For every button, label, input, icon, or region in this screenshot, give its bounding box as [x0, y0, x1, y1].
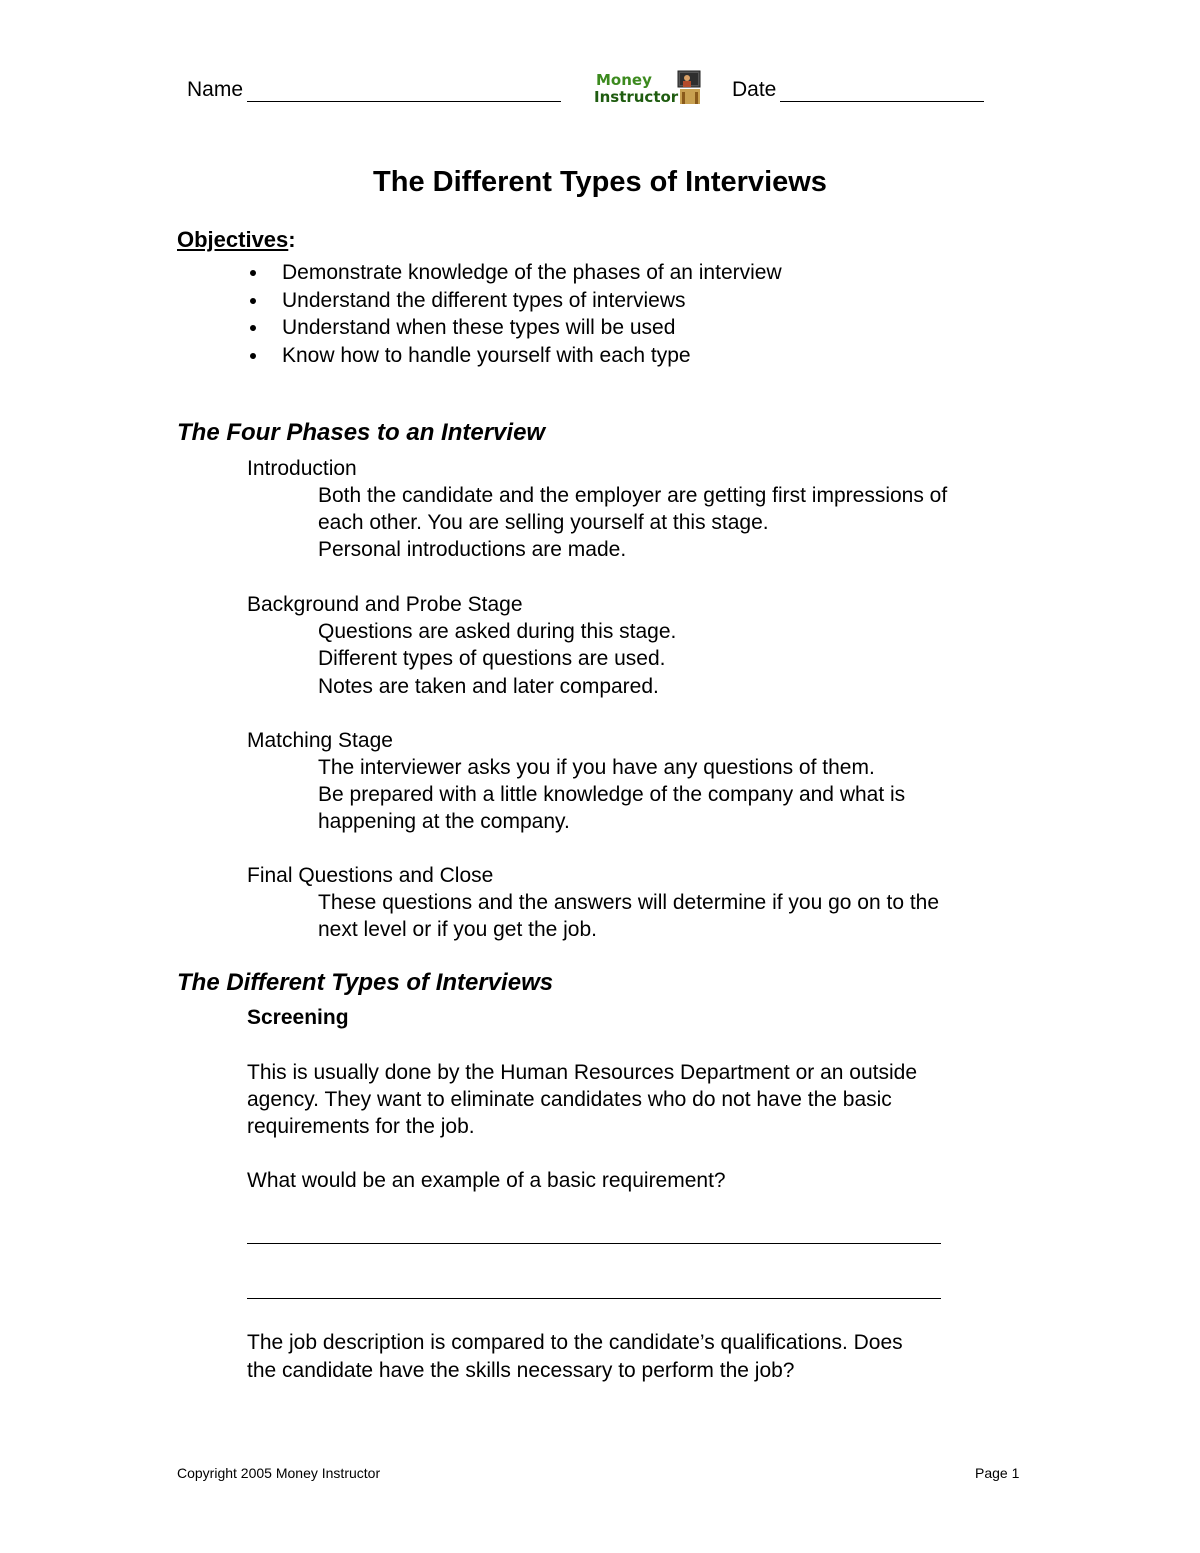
objective-text: Understand when these types will be used — [282, 316, 676, 339]
list-item — [250, 342, 782, 370]
bullet-icon — [250, 270, 256, 276]
phase-text: Be prepared with a little knowledge of the company and what is — [318, 783, 906, 806]
logo-text-instructor: Instructor — [594, 88, 679, 106]
logo-text-money: Money — [596, 71, 652, 89]
date-label: Date — [732, 78, 777, 101]
list-item — [250, 314, 782, 342]
bullet-icon — [250, 325, 256, 331]
screening-text: The job description is compared to the candidate’s qualifications. Does — [247, 1331, 903, 1354]
phase-text: Questions are asked during this stage. — [318, 620, 677, 643]
phase-label-final: Final Questions and Close — [247, 864, 494, 887]
name-field-line — [247, 101, 561, 102]
page-title: The Different Types of Interviews — [373, 166, 827, 198]
phase-text: Notes are taken and later compared. — [318, 675, 659, 698]
screening-text: requirements for the job. — [247, 1115, 475, 1138]
phase-text: Both the candidate and the employer are getting first impressions of — [318, 484, 948, 507]
bullet-icon — [250, 298, 256, 304]
answer-line — [247, 1243, 941, 1244]
bullet-icon — [250, 353, 256, 359]
name-label: Name — [187, 78, 244, 101]
phase-text: These questions and the answers will determine if you go on to the — [318, 891, 940, 914]
phase-text: Different types of questions are used. — [318, 647, 666, 670]
objective-text: Know how to handle yourself with each type — [282, 343, 691, 367]
footer-copyright: Copyright 2005 Money Instructor — [177, 1465, 381, 1481]
teacher-icon — [678, 71, 700, 104]
phase-text: each other. You are selling yourself at this stage. — [318, 511, 769, 534]
phase-text: Personal introductions are made. — [318, 538, 627, 561]
objective-text: Understand the different types of interviews — [282, 288, 686, 312]
screening-text: agency. They want to eliminate candidates who do not have the basic — [247, 1088, 892, 1111]
answer-line — [247, 1298, 941, 1299]
objectives-heading — [177, 227, 296, 253]
phase-text: happening at the company. — [318, 810, 570, 833]
screening-question: What would be an example of a basic requirement? — [247, 1169, 726, 1192]
phase-label-matching: Matching Stage — [247, 729, 393, 752]
phases-heading: The Four Phases to an Interview — [177, 419, 546, 446]
objective-text: Demonstrate knowledge of the phases of an interview — [282, 261, 782, 284]
objectives-list — [250, 259, 782, 369]
objectives-heading-text: Objectives — [177, 227, 289, 252]
types-heading: The Different Types of Interviews — [177, 969, 554, 996]
screening-text: This is usually done by the Human Resources Department or an outside — [247, 1061, 918, 1084]
date-field-line — [780, 101, 984, 102]
screening-label: Screening — [247, 1006, 349, 1029]
list-item — [250, 259, 782, 287]
list-item — [250, 287, 782, 315]
phase-label-background: Background and Probe Stage — [247, 593, 523, 616]
phase-text: next level or if you get the job. — [318, 918, 597, 941]
objectives-heading-colon: : — [288, 227, 296, 252]
phase-label-introduction: Introduction — [247, 457, 357, 480]
screening-text: the candidate have the skills necessary to perform the job? — [247, 1359, 795, 1382]
phase-text: The interviewer asks you if you have any questions of them. — [318, 756, 875, 779]
money-instructor-logo — [594, 70, 704, 106]
footer-page-number: Page 1 — [975, 1465, 1020, 1481]
